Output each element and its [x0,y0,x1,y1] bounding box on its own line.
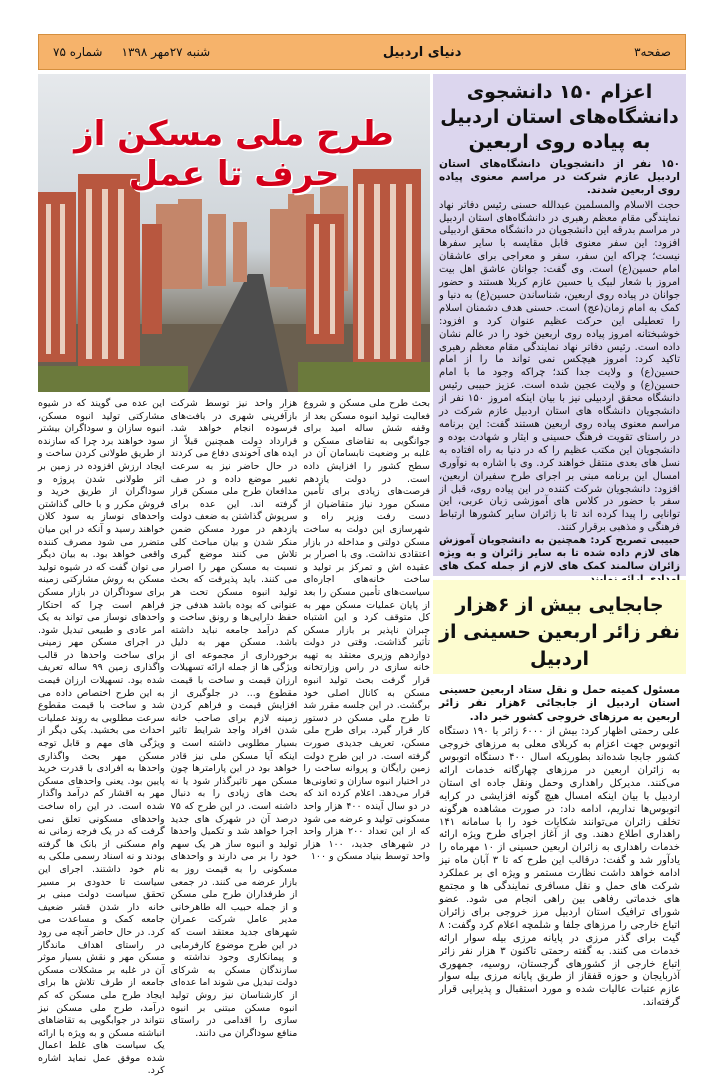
housing-column-1 [303,398,430,980]
page-number: صفحه۳ [634,45,671,59]
page-header [38,34,686,70]
housing-column-2 [170,398,298,1039]
story-pilgrims-title-box [433,580,686,674]
story-students-body: حجت الاسلام والمسلمین عبدالله حسنی رئیس دفاتر نهاد نمایندگی مقام معظم رهبری در دانشگاه‌های استان اردبیل در مراسم بدرقه این دانشجویان در دانشگاه محقق اردبیلی افزود: این سفر معنوی قابل مقایسه با سایر سفرها نیست؛ چراکه این سفر، سفر و معراجی برای عاشقان امام حسین(ع) است. وی گفت: جوانان عاشق اهل بیت امروز با شعار لبیک یا حسین عازم کربلا هستند و حضور جوانان در پیاده روی اربعین، شناساندن حسین(ع) به دنیا و کمک به امام زمان(عج) است. حسنی هدف دشمنان اسلام را تعطیلی این حرکت عظیم عنوان کرد و افزود: خوشبختانه امروز پیاده روی اربعین خود را در عالم نشان داده است. رئیس دفاتر نهاد نمایندگی مقام معظم رهبری تاکید کرد: امروز هیچکس نمی تواند ما را از امام حسین(ع) و ولایت جدا کند؛ چراکه وجود ما با امام حسین(ع) و ولایت عجین شده است. عزیز حبیبی رئیس دانشگاه محقق اردبیلی نیز با بیان اینکه امروز ۱۵۰ نفر از دانشجویان دانشگاه های استان اردبیل عازم شرکت در مراسم معنوی پیاده روی اربعین هستند گفت: این برنامه در راستای تقویت فرهنگ حسینی و ایثار و شهادت بوده و دانشجویان این مکتب عظیم را که در دنیا به راه افتاده به نسل های بعدی منتقل خواهند کرد. وی با اشاره به نوآوری امسال این برنامه مبنی بر اجرای طرح سفیران اربعین، افزود: دانشجویان شرکت کننده در این پیاده روی، قبل از سفر با حضور در کلاس های آموزشی زبان عربی، این توانایی را پیدا کرده اند تا با زائران سایر کشورها ارتباط فرهنگی و مذهبی برقرار کنند. [439,199,680,534]
story-students-tail: حبیبی تصریح کرد: همچنین به دانشجویان آموزش های لازم داده شده تا به سایر زائران و به ویژه زائران سالمند کمک های لازم از جمله کمک های [439,535,680,572]
housing-story-title: طرح ملی مسکن از حرف تا عمل [74,114,394,194]
housing-photo [38,74,430,392]
issue-date: شنبه ۲۷مهر ۱۳۹۸ [121,45,211,59]
story-students-lead: ۱۵۰ نفر از دانشجویان دانشگاه‌های استان اردبیل عازم شرکت در مراسم معنوی پیاده روی اربعین شدند. [439,158,680,197]
story-pilgrims-body: علی رحمتی اظهار کرد: بیش از ۶۰۰۰ زائر با ۱۹۰ دستگاه اتوبوس جهت اعزام به کربلای معلی به مرزهای خروجی کشور جابجا شده‌اند بطوریکه اسال ۴۰۰ دستگاه اتوبوس به زائران اربعین در مرزهای چهارگانه خدمات ارائه می‌کنند. مدیرکل راهداری وحمل ونقل جاده ای استان اردبیل با بیان اینکه امسال هیچ گونه افزایشی در کرایه اتوبوس‌ها نداریم، ادامه داد: در صورت مشاهده هرگونه تخلف زائران می‌توانند شکایات خود را با سامانه ۱۴۱ راهداری اطلاع دهند. وی از آغاز اجرای طرح ویژه ارائه خدمات راهداری به زائران اربعین حسینی از ۱۰ مهرماه را یادآور شد و گفت: درقالب این طرح که تا ۳ آبان ماه نیز ادامه خواهد داشت نظارت مستمر و ویژه ای بر عملکرد شرکت های حمل و نقل مسافری نمایندگی ها و مجتمع های خدماتی رفاهی بین راهی انجام می شود. عضو شورای ترافیک استان اردبیل مرز خروجی برای زائران اتباع خارجی را مرزهای جلفا و شلمچه اعلام کرد وگفت: ۸ گیت برای گذر مرزی در پایانه مرزی بیله سوار ارائه خدمات می کنند. به گفته رحمتی تاکنون ۳ هزار نفر زائر اتباع خارجی از کشورهای گرجستان، روسیه، جمهوری آذربایجان و حوزه قفقاز از طریق پایانه مرزی بیله سوار عازم عتبات عالیات شده و مورد استقبال و پذیرایی قرار گرفته‌اند. [439,726,681,1009]
housing-column-3 [37,398,165,1077]
housing-column-1-text: بحث طرح ملی مسکن و شروع فعالیت تولید انبوه مسکن بعد از وقفه شش ساله امید برای جوانگویی به تقاضای مسکن و غلبه بر وضعیت نابسامان آن در سطح کشور را افزایش داده است. در دولت یازدهم فرصت‌های زیادی برای تأمین مسکن مورد نیاز متقاضیان از دست رفت وزیر راه و شهرسازی این دولت به ساخت مسکن دولتی و مداخله در بازار اعتقادی نداشت. وی با اصرار بر عقیده اش و تمرکز بر تولید و ساخت خانه‌های اجاره‌ای سیاست‌های تأمین مسکن را بعد از پایان عملیات مسکن مهر به کل متوقف کرد و این اشتباه جبران ناپذیر بر بازار مسکن تأثیر گذاشت. وقتی در دولت دوازدهم وزیری معتقد به تهیه خانه سازی در راس وزارتخانه قرار گرفت بحث تولید انبوه مسکن به کانال اصلی خود برگشت. در این جلسه مقرر شد تا طرح ملی مسکن در دستور کار قرار گیرد. برای طرح ملی مسکن، تعریف جدیدی صورت گرفته است. در این طرح دولت زمین رایگان و پروانه ساخت را در اختیار انبوه سازان و تعاونی‌ها قرار می‌دهد. اعلام کرده اند که در دو سال آینده ۴۰۰ هزار واحد مسکونی تولید و عرضه می شود که از این تعداد ۲۰۰ هزار واحد در شهرهای جدید، ۱۰۰ هزار واحد توسط بنیاد مسکن و ۱۰۰ [303,398,430,863]
issue-info [53,45,210,59]
story-pilgrims-content [433,676,686,1056]
housing-column-2-text: هزار واحد نیز توسط شرکت بازآفرینی شهری در بافت‌های فرسوده انجام خواهد شد. قرارداد دولت همچنین قبلاً از ایده های آخوندی دفاع می کردند در حال حاضر نیز به سرعت تغییر موضع داده و در صف مدافعان طرح ملی مسکن قرار گرفته اند. این عده برای سرپوش گذاشتن به ضعف دولت یازدهم در مورد مسکن ضمن منکر شدن و بیان مباحث کلی تلاش می کنند موضع گیری نسبت به مسکن مهر را اصرار می کنند. باید پذیرفت که بحث تولید انبوه مسکن تحت هر عنوانی که بوده باشد هدفی جز حفظ دارایی‌ها و رونق ساخت و کم درآمد جامعه نباید داشته باشد. مسکن مهر به دلیل برخورداری از مجموعه ای از ویژگی ها از جمله ارائه تسهیلات ارزان قیمت و ساخت با قیمت مقطوع و... در جلوگیری از افزایش قیمت و فراهم کردن زمینه لازم برای صاحب خانه شدن افراد واجد شرایط تاثیر بسیار مطلوبی داشته است و اینکه آیا مسکن ملی نیز قادر خواهد بود در این پارامترها چون مسکن مهر تاثیرگذار شود یا نه بحث های زیادی را به دنبال داشته است. در این طرح که ۷۵ درصد آن در شهرک های جدید اجرا خواهد شد و تکمیل واحدها تولید و انبوه ساز هر یک سهم خود را بر می دارند و واحدهای مسکونی را به قیمت روز به بازار عرضه می کنند. در جمعی از طرفداران طرح ملی مسکن و از جمله حبیب اله طاهرخانی مدیر عامل شرکت عمران شهرهای جدید معتقد است که در این طرح موضوع کارفرمایی و پیمانکاری وجود نداشته و سازندگان مسکن به شرکای دولت تبدیل می شوند اما عده‌ای از کارشناسان نیز روش تولید انبوه مسکن مبتنی بر انبوه سازی را اقدامی در راستای منافع سوداگران می دانند. [170,398,298,1039]
housing-column-3-text: این عده می گویند که در شیوه مشارکتی تولید انبوه مسکن، انبوه سازان و سوداگران بیشتر سود خواهند برد چرا که سازنده از طریق طولانی کردن ساخت و ایجاد ارزش افزوده در زمین بر اثر طولانی شدن پروژه و سوداگران از طریق خرید و فروش مکرر و با خالی گذاشتن واحدهای نوساز به سود کلان خواهند رسید و آنکه در این میان متضرر می شود مصرف کننده واقعی خواهد بود. به بیان دیگر می توان گفت که در شیوه تولید مسکن به روش مشارکتی زمینه برای سوداگران در بازار مسکن فراهم است چرا که احتکار واحدهای نوساز می تواند به یک امر عادی و طبیعی تبدیل شود. در اجرای مسکن مهر زمینی برای ساخت واحدها در قالب واگذاری زمین ۹۹ ساله تعریف شده بود. تسهیلات ارزان قیمت به این طرح اختصاص داده می شد و ساخت با قیمت مقطوع سرعت مطلوبی به روند عملیات احداث می بخشید. یکی دیگر از ویژگی های مهم و قابل توجه مسکن مهر بحث واگذاری واحدها به افرادی با قدرت خرید پایین بود. یعنی واحدهای مسکن مهر به اقشار کم درآمد واگذار شده است. در این راه ساخت واحدهای مسکونی تعلق نمی گرفت که در یک فرجه زمانی نه وام مسکنی از بانک ها گرفته بودند و نه اسناد رسمی ملکی به نام خود داشتند. اجرای این سیاست تا حدودی بر مسیر تحقق سیاست دولت مبنی بر خانه دار شدن قشر ضعیف جامعه کمک و مساعدت می کرد. در حال حاضر آنچه می رود در راستای اهداف ماندگار مسکن مهر و نقش بسیار موثر آن در غلبه بر مشکلات مسکن جامعه از طرف تلاش ها برای ایجاد طرح ملی مسکن که کم درآمد، طرح ملی مسکن نیز نتواند در جوابگویی به تقاضاهای انباشته مسکن و به ویژه با ارائه یک سیاست های غلط اعمال شده موفق عمل نماید اشاره کرد. [37,398,165,1077]
story-students-box [433,74,686,576]
story-pilgrims-lead: مسئول کمیته حمل و نقل ستاد اربعین حسینی استان اردبیل از جابجائی ۶هزار نفر زائر اربعین به مرزهای خروجی کشور خبر داد. [439,684,680,723]
newspaper-title: دنیای اردبیل [382,44,462,60]
housing-story-columns [37,398,430,1077]
issue-number: شماره ۷۵ [53,45,103,59]
story-pilgrims-title: جابجایی بیش از ۶هزار نفر زائر اربعین حسینی از اردبیل [439,594,680,670]
story-students-title: اعزام ۱۵۰ دانشجوی دانشگاه‌های استان اردبیل به پیاده روی اربعین [440,81,679,153]
